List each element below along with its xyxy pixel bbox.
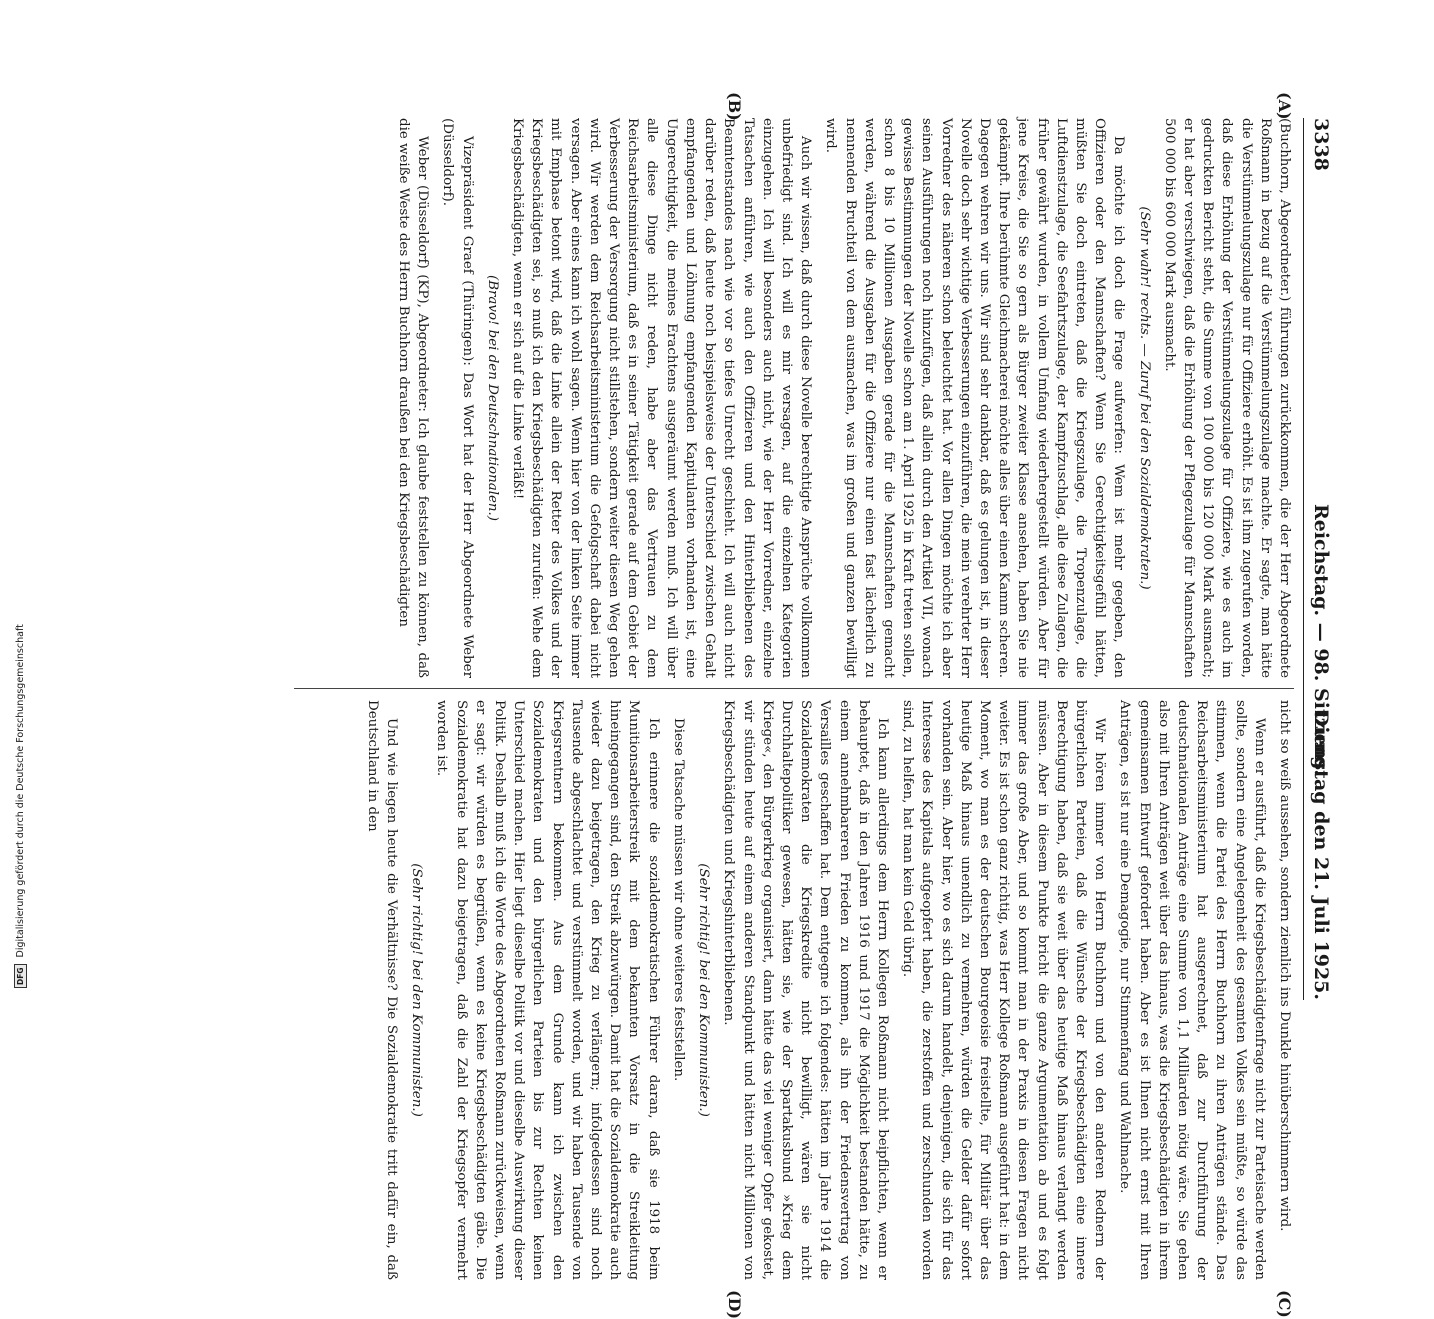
column-divider (294, 688, 1294, 689)
speaker-paragraph: Vizepräsident Graef (Thüringen): Das Wort hat der Herr Abgeordnete Weber (Düsseldorf). (440, 118, 475, 678)
interjection: (Sehr wahr! rechts. — Zuruf bei den Sozialdemokraten.) (1136, 206, 1152, 590)
dfg-logo: DFG (14, 964, 27, 988)
paragraph: Da möchte ich doch die Frage aufwerfen: Wem ist mehr gegeben, den Offizieren oder den Mannschaften? Wenn Sie Gerechtigkeitsgefühl hätten, müßten Sie doch eintreten, daß die Kriegszulage, die Tropenzulage, die Luftdienstzulage, die Seefahrtszulage, der Kampfzuschlag, alle diese Zulagen, die früher gewährt wurden, in vollem Umfang wiederhergestellt würden. Aber für jene Kreise, die Sie so gern als Bürger zweiter Klasse ansehen, haben Sie nie gekämpft. Ihre berühmte Gleichmacherei möchte alles über einen Kamm scheren. Dagegen wehren wir uns. Wir sind sehr dankbar, daß es gelungen ist, in dieser Novelle doch sehr wichtige Verbesserungen einzuführen, die mein verehrter Herr Vorredner des näheren schon beleuchtet hat. Vor allen Dingen möchte ich aber seinen Ausführungen noch hinzufügen, daß allein durch den Artikel VII, wonach gewisse Bestimmungen der Novelle schon am 1. April 1925 in Kraft treten sollen, schon 8 bis 10 Millionen Ausgaben gerade für die Mannschaften gemacht werden, während die Ausgaben für die Offiziere nur einen fast lächerlich zu nennenden Bruchteil von dem ausmachen, was im großen und ganzen bewilligt wird. (823, 118, 1127, 678)
paragraph: Und wie liegen heute die Verhältnisse? Die Sozialdemokratie tritt dafür ein, daß Deutschland in den (364, 700, 400, 1280)
header-rule (1303, 118, 1304, 1000)
funding-notice: Digitalisierung gefördert durch die Deutsche Forschungsgemeinschaft (15, 624, 26, 958)
margin-letter-a: (A) (1275, 92, 1294, 120)
speaker-paragraph: Weber (Düsseldorf) (KP), Abgeordneter: Ich glaube feststellen zu können, daß die weiße Weste des Herrn Buchhorn draußen bei den Kriegsbeschädigten (396, 118, 431, 678)
paragraph: (Buchhorn, Abgeordneter.) führungen zurückkommen, die der Herr Abgeordnete Roßmann in bezug auf die Verstümmelungszulage machte. Er sagte, man hätte die Verstümmelungszulage nur für Offiziere erhöht. Es ist ihm zugerufen worden, daß diese Erhöhung der Verstümmelungszulage für Offiziere, wie es auch im gedruckten Bericht steht, die Summe von 100 000 bis 120 000 Mark ausmacht; er hat aber verschwiegen, daß die Erhöhung der Pflegezulage für Mannschaften 500 000 bis 600 000 Mark ausmacht. (1161, 118, 1292, 678)
paragraph: Wir hören immer von Herrn Buchhorn und von den anderen Rednern der bürgerlichen Parteien, daß die Wünsche der Kriegsbeschädigten eine innere Berechtigung haben, daß sie weit über das heutige Maß hinaus verlangt werden müssen. Aber in diesem Punkte bricht die ganze Argumentation ab und es folgt immer das große Aber, und so kommt man in der Praxis in diesen Fragen nicht weiter. Es ist schon ganz richtig, was Herr Kollege Roßmann ausgeführt hat: in dem Moment, wo man es der deutschen Bourgeoisie freistellte, für Militär über das heutige Maß hinaus unendlich zu vermehren, würden die Gelder dafür sofort vorhanden sein. Aber hier, wo es sich darum handelt, denjenigen, die sich für das Interesse des Kapitals aufgeopfert haben, die zerstoffen und zerschunden worden sind, zu helfen, hat man kein Geld übrig. (900, 700, 1108, 1280)
paragraph: nicht so weiß aussehen, sondern ziemlich ins Dunkle hinüberschimmern wird. (1277, 700, 1292, 1232)
paragraph: Wenn er ausführt, daß die Kriegsbeschädigtenfrage nicht zur Parteisache werden sollte, sondern eine Angelegenheit des gesamten Volkes sein müßte, so würde das stimmen, wenn die Partei des Herrn Buchhorn zu ihren Anträgen stände. Das Reichsarbeitsministerium hat ausgerechnet, daß zur Durchführung der deutschnationalen Anträge eine Summe von 1,1 Milliarden nötig wäre. Sie gehen also mit Ihren Anträgen weit über das hinaus, was die Kriegsbeschädigten in ihrem gemeinsamen Entwurf gefordert haben. Aber es ist Ihnen nicht ernst mit Ihren Anträgen, es ist nur eine Demagogie, nur Stimmenfang und Wahlmache. (1117, 700, 1267, 1280)
margin-letter-d: (D) (725, 1290, 744, 1319)
paragraph: Ich kann allerdings dem Herrn Kollegen Roßmann nicht beipflichten, wenn er behauptet, daß in den Jahren 1916 und 1917 die Möglichkeit bestanden hätte, zu einem annehmbareren Frieden zu kommen, als ihn der Friedensvertrag von Versailles geschaffen hat. Dem entgegne ich folgendes: hätten im Jahre 1914 die Sozialdemokraten die Kriegskredite nicht bewilligt, wären sie nicht Durchhaltepolitiker gewesen, hätten sie, wie der Spartakusbund »Krieg dem Kriege«, den Bürgerkrieg organisiert, dann hätte das viel weniger Opfer gekostet, wir stünden heute auf einem anderen Standpunkt und hätten nicht Millionen von Kriegsbeschädigten und Kriegshinterbliebenen. (721, 700, 890, 1280)
paragraph: Diese Tatsache müssen wir ohne weiteres feststellen. (670, 718, 686, 1082)
interjection: (Sehr richtig! bei den Kommunisten.) (409, 863, 425, 1117)
left-column (388, 118, 1294, 678)
interjection: (Bravo! bei den Deutschnationalen.) (484, 274, 500, 522)
paragraph: Auch wir wissen, daß durch diese Novelle berechtigte Ansprüche vollkommen unbefriedigt sind. Ich will es mir versagen, auf die einzelnen Kategorien einzugehen. Ich will besonders auch nicht, wie der Herr Vorredner, einzelne Tatsachen anführen, wie auch den Offizieren und den Hinterbliebenen des Beamtenstandes nach wie vor so tiefes Unrecht geschieht. Ich will auch nicht darüber reden, daß heute noch beispielsweise der Unterschied zwischen Gehalt empfangenden und Löhnung empfangenden Kapitulanten vorhanden ist, eine Ungerechtigkeit, die meines Erachtens ausgeräumt werden muß. Ich will über alle diese Dinge nicht reden, habe aber das Vertrauen zu dem Reichsarbeitsministerium, daß es in seiner Tätigkeit gerade auf dem Gebiet der Verbesserung der Versorgung nicht stillstehen, sondern weiter diesen Weg gehen wird. Wir werden dem Reichsarbeitsministerium die Gefolgschaft dabei nicht versagen. Aber eines kann ich wohl sagen. Wenn hier von der linken Seite immer mit Emphase betont wird, daß die Linke allein der Retter des Volkes und der Kriegsbeschädigten sei, so muß ich den Kriegsbeschädigten zurufen: Wehe dem Kriegsbeschädigten, wenn er sich auf die Linke verläßt! (510, 118, 814, 678)
page-number: 3338 (1310, 118, 1332, 171)
session-date: Dienstag den 21. Juli 1925. (1310, 709, 1332, 1000)
margin-letter-b: (B) (725, 92, 744, 121)
margin-letter-c: (C) (1275, 1290, 1294, 1318)
right-column (357, 700, 1294, 1280)
funding-footer (0, 0, 26, 1000)
interjection: (Sehr richtig! bei den Kommunisten.) (696, 863, 712, 1117)
page-header (1306, 0, 1334, 1000)
paragraph: Ich erinnere die sozialdemokratischen Führer daran, daß sie 1918 beim Munitionsarbeiterstreik mit dem bekannten Vorsatz in die Streikleitung hineingegangen sind, den Streik abzuwürgen. Damit hat die Sozialdemokratie auch wieder dazu beigetragen, den Krieg zu verlängern; infolgedessen sind noch Tausende abgeschlachtet und verstümmelt worden, und wir haben Tausende von Kriegsrentnern bekommen. Aus dem Grunde kann ich zwischen den Sozialdemokraten und den bürgerlichen Parteien bis zur Rechten keinen Unterschied machen. Hier liegt dieselbe Politik vor und dieselbe Auswirkung dieser Politik. Deshalb muß ich die Worte des Abgeordneten Roßmann zurückweisen, wenn er sagt: wir würden es begrüßen, wenn es keine Kriegsbeschädigten gäbe. Die Sozialdemokratie hat dazu beigetragen, daß die Zahl der Kriegsopfer vermehrt worden ist. (434, 700, 661, 1280)
page-title: Reichstag. — 98. Sitzung. (1310, 503, 1332, 777)
